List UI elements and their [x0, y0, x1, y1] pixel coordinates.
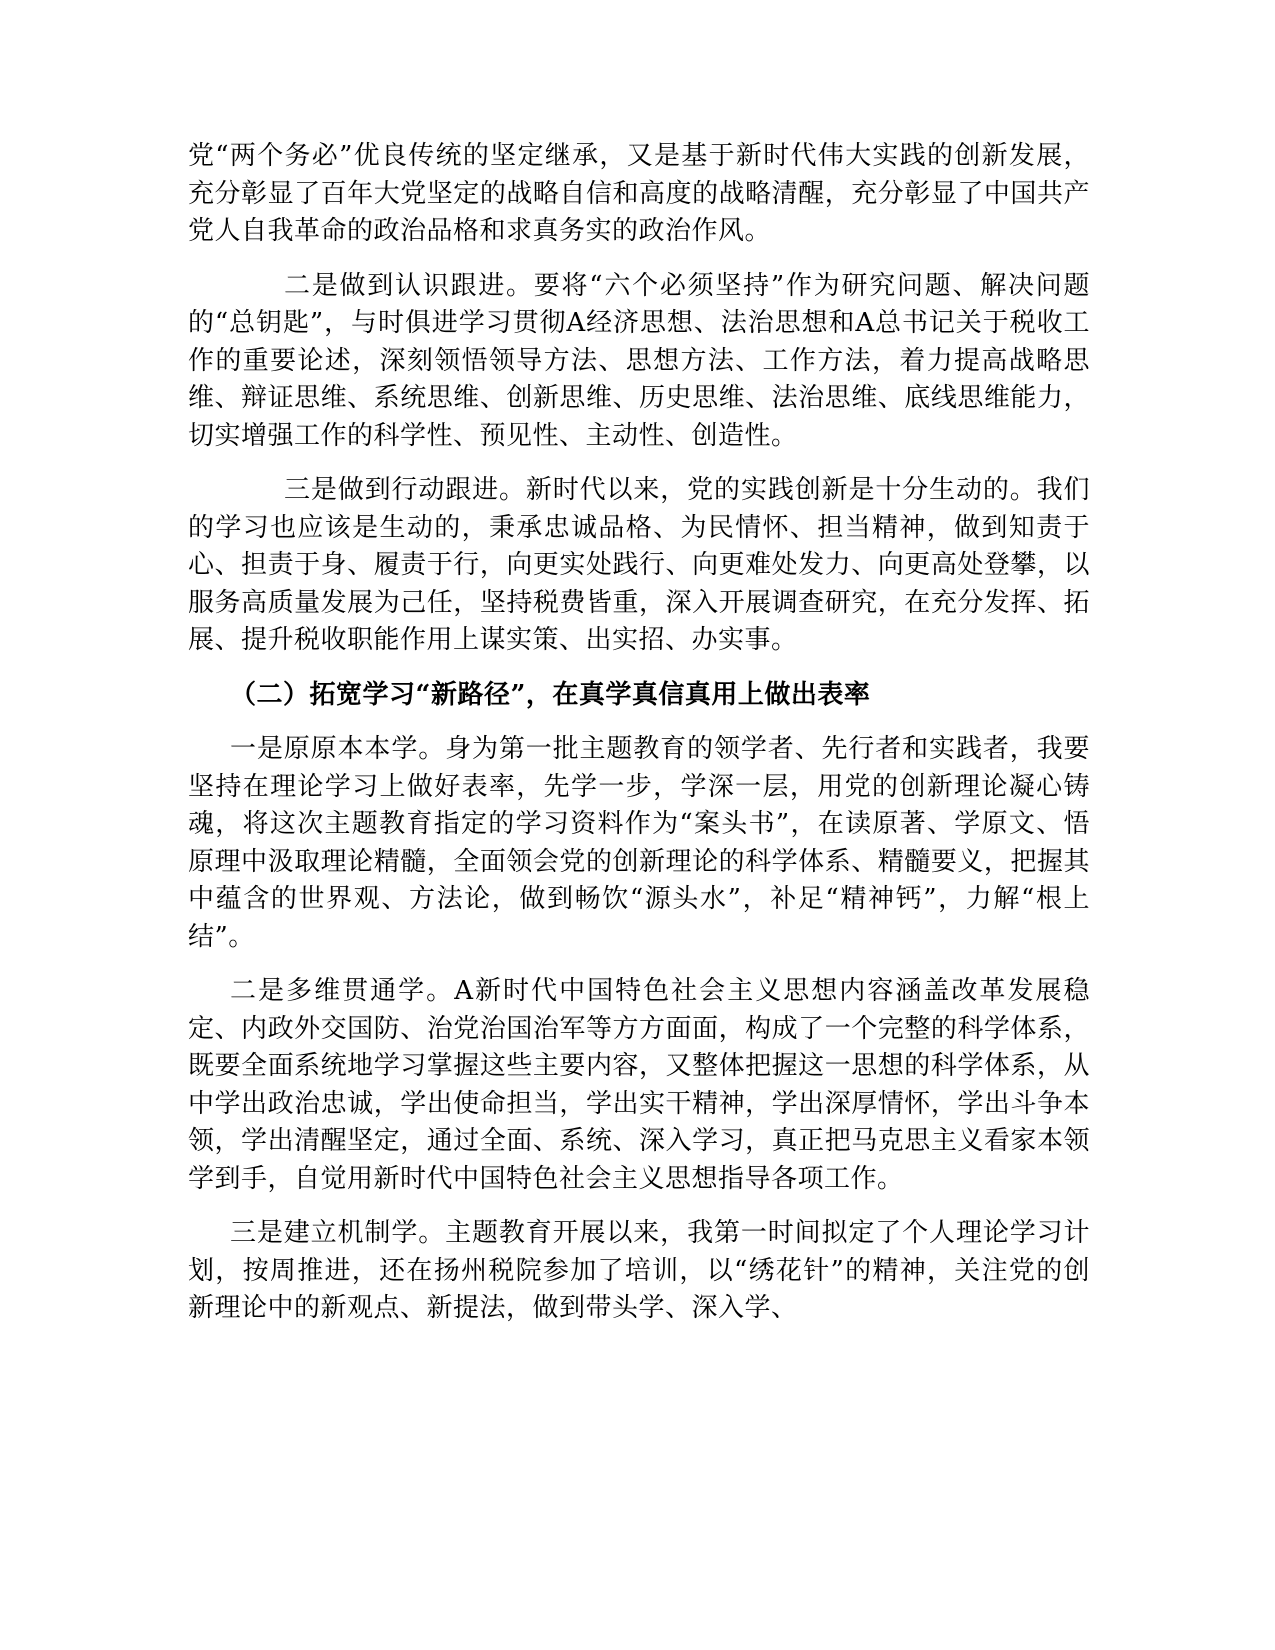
section-heading: （二）拓宽学习“新路径”，在真学真信真用上做出表率	[230, 679, 871, 710]
paragraph-continuation: 党“两个务必”优良传统的坚定继承，又是基于新时代伟大实践的创新发展，充分彰显了百年大党坚定的战略自信和高度的战略清醒，充分彰显了中国共产党人自我革命的政治品格和求真务实的政治作风。	[188, 141, 1090, 246]
paragraph-original-study: 一是原原本本学。身为第一批主题教育的领学者、先行者和实践者，我要坚持在理论学习上做好表率，先学一步，学深一层，用党的创新理论凝心铸魂，将这次主题教育指定的学习资料作为“案头书”，在读原著、学原文、悟原理中汲取理论精髓，全面领会党的创新理论的科学体系、精髓要义，把握其中蕴含的世界观、方法论，做到畅饮“源头水”，补足“精神钙”，力解“根上结”。	[188, 734, 1090, 952]
paragraph-cognition-follow-up: 二是做到认识跟进。要将“六个必须坚持”作为研究问题、解决问题的“总钥匙”，与时俱进学习贯彻A经济思想、法治思想和A总书记关于税收工作的重要论述，深刻领悟领导方法、思想方法、工作方法，着力提高战略思维、辩证思维、系统思维、创新思维、历史思维、法治思维、底线思维能力，切实增强工作的科学性、预见性、主动性、创造性。	[188, 270, 1090, 451]
paragraph-action-follow-up: 三是做到行动跟进。新时代以来，党的实践创新是十分生动的。我们的学习也应该是生动的，秉承忠诚品格、为民情怀、担当精神，做到知责于心、担责于身、履责于行，向更实处践行、向更难处发力、向更高处登攀，以服务高质量发展为己任，坚持税费皆重，深入开展调查研究，在充分发挥、拓展、提升税收职能作用上谋实策、出实招、办实事。	[188, 475, 1090, 655]
paragraph-mechanism-study: 三是建立机制学。主题教育开展以来，我第一时间拟定了个人理论学习计划，按周推进，还在扬州税院参加了培训，以“绣花针”的精神，关注党的创新理论中的新观点、新提法，做到带头学、深入学、	[188, 1218, 1090, 1323]
paragraph-multidimensional-study: 二是多维贯通学。A新时代中国特色社会主义思想内容涵盖改革发展稳定、内政外交国防、治党治国治军等方方面面，构成了一个完整的科学体系，既要全面系统地学习掌握这些主要内容，又整体把握这一思想的科学体系，从中学出政治忠诚，学出使命担当，学出实干精神，学出深厚情怀，学出斗争本领，学出清醒坚定，通过全面、系统、深入学习，真正把马克思主义看家本领学到手，自觉用新时代中国特色社会主义思想指导各项工作。	[188, 976, 1090, 1194]
document-body	[188, 138, 1090, 1328]
